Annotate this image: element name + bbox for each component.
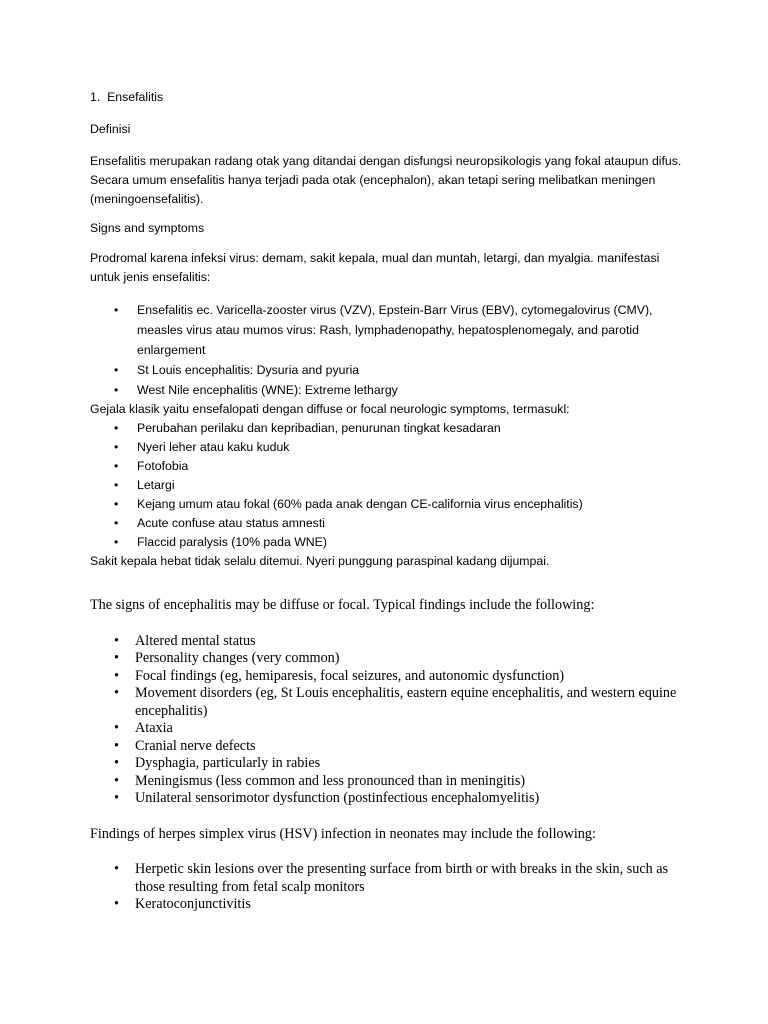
- klasik-text: Gejala klasik yaitu ensefalopati dengan diffuse or focal neurologic symptoms, termasukl:: [90, 402, 570, 416]
- signs-label: Signs and symptoms: [90, 221, 205, 235]
- prodromal-text: Prodromal karena infeksi virus: demam, sakit kepala, mual dan muntah, letargi, dan myalgia. manifestasi untuk jenis ensefalitis:: [90, 251, 660, 284]
- sakit-text: Sakit kepala hebat tidak selalu ditemui. Nyeri punggung paraspinal kadang dijumpai.: [90, 554, 550, 568]
- section-heading: [90, 88, 690, 107]
- english-section: [90, 597, 690, 914]
- list-item: • Herpetic skin lesions over the presenting surface from birth or with breaks in the skin, such as those resulting from fetal scalp monitors: [90, 861, 690, 896]
- hsv-list: [90, 861, 690, 914]
- signs-en-list: [90, 633, 690, 808]
- list-item: • Ataxia: [90, 720, 690, 738]
- list-item: • West Nile encephalitis (WNE): Extreme lethargy: [90, 380, 690, 400]
- list-item: • Movement disorders (eg, St Louis encephalitis, eastern equine encephalitis, and western equine encephalitis): [90, 685, 690, 720]
- list-item: • Meningismus (less common and less pronounced than in meningitis): [90, 773, 690, 791]
- hsv-text: Findings of herpes simplex virus (HSV) infection in neonates may include the following:: [90, 825, 596, 842]
- heading-title: Ensefalitis: [107, 90, 164, 104]
- list-item: • Acute confuse atau status amnesti: [90, 514, 690, 533]
- list-item: • Kejang umum atau fokal (60% pada anak dengan CE-california virus encephalitis): [90, 495, 690, 514]
- heading-number: 1.: [90, 90, 101, 104]
- list-item: • Altered mental status: [90, 633, 690, 651]
- signs-en-text: The signs of encephalitis may be diffuse or focal. Typical findings include the following:: [90, 597, 595, 613]
- list-item: • Letargi: [90, 476, 690, 495]
- definisi-text: Ensefalitis merupakan radang otak yang ditandai dengan disfungsi neuropsikologis yang fokal ataupun difus. Secara umum ensefalitis hanya terjadi pada otak (encephalon), akan tetapi sering melibatkan meningen (meningoensefalitis).: [90, 154, 682, 206]
- list-item: • Personality changes (very common): [90, 650, 690, 668]
- list-item: • Nyeri leher atau kaku kuduk: [90, 438, 690, 457]
- list-item: • Cranial nerve defects: [90, 738, 690, 756]
- list-item: • Ensefalitis ec. Varicella-zooster virus (VZV), Epstein-Barr Virus (EBV), cytomegalovirus (CMV), measles virus atau mumos virus: Rash, lymphadenopathy, hepatosplenomegaly, and parotid enlargement: [90, 300, 690, 360]
- list-item: • Keratoconjunctivitis: [90, 896, 690, 914]
- list-item: • Perubahan perilaku dan kepribadian, penurunan tingkat kesadaran: [90, 419, 690, 438]
- manifest-list: [90, 300, 690, 400]
- list-item: • Unilateral sensorimotor dysfunction (postinfectious encephalomyelitis): [90, 790, 690, 808]
- indonesian-section: [90, 88, 690, 571]
- list-item: • St Louis encephalitis: Dysuria and pyuria: [90, 360, 690, 380]
- list-item: • Fotofobia: [90, 457, 690, 476]
- document-page: [90, 88, 690, 914]
- list-item: • Focal findings (eg, hemiparesis, focal seizures, and autonomic dysfunction): [90, 668, 690, 686]
- definisi-label: Definisi: [90, 122, 131, 136]
- list-item: • Dysphagia, particularly in rabies: [90, 755, 690, 773]
- list-item: • Flaccid paralysis (10% pada WNE): [90, 533, 690, 552]
- klasik-list: [90, 419, 690, 552]
